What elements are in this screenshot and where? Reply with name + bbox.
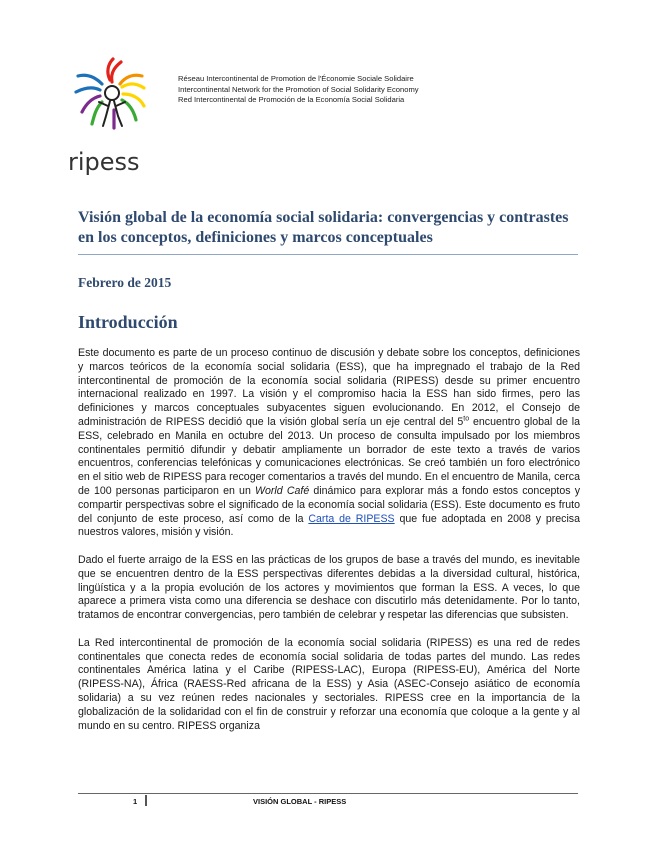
p1-text-c: dinámico para explorar más a fondo estos conceptos y compartir perspectivas sobre el significado de la economía social solidaria (ESS). Este documento es fruto del conjunto de este proceso, así como de la	[78, 484, 581, 525]
org-name-en: Intercontinental Network for the Promotion of Social Solidarity Economy	[178, 84, 419, 94]
p1-text-a: Este documento es parte de un proceso continuo de discusión y debate sobre los conceptos, definiciones y marcos teóricos de la economía social solidaria (ESS), que ha impregnado el trabajo de la Red intercontinental de promoción de la economía social solidaria (RIPESS) desde su primer encuentro internacional realizado en 1997. La visión y el compromiso hacia la ESS han sido firmes, pero las definiciones y marcos conceptuales subyacentes siguen evolucionando. En 2012, el Consejo de administración de RIPESS decidió que la visión global sería un eje central del 5	[78, 347, 580, 428]
carta-ripess-link[interactable]: Carta de RIPESS	[308, 512, 395, 525]
footer-separator	[145, 795, 147, 806]
document-date: Febrero de 2015	[78, 275, 172, 290]
body-text	[78, 347, 580, 747]
section-heading: Introducción	[78, 312, 178, 332]
footer-page-number: 1	[133, 797, 138, 806]
document-title: Visión global de la economía social solidaria: convergencias y contrastes en los conceptos, definiciones y marcos conceptuales	[78, 209, 569, 246]
ripess-logo	[66, 56, 162, 176]
p1-text-b: encuentro global de la ESS, celebrado en Manila en octubre del 2013. Un proceso de consulta impulsado por los miembros continentales permitió difundir y debatir ampliamente un borrador de este texto a través de varios encuentros, conferencias telefónicas y comunicaciones electrónicas. Se creó también un foro electrónico en el sitio web de RIPESS para recoger comentarios a través del mundo. En el encuentro de Manila, cerca de 100 personas participaron en un	[78, 415, 580, 497]
logo-figure-icon	[99, 86, 125, 126]
org-name-fr: Réseau Intercontinental de Promotion de l'Économie Sociale Solidaire	[178, 74, 414, 83]
footer-divider	[78, 793, 578, 794]
org-names	[178, 74, 419, 106]
logo-rays-icon	[76, 59, 144, 128]
paragraph-3: La Red intercontinental de promoción de la economía social solidaria (RIPESS) es una red de redes continentales que conecta redes de economía social solidaria de todas partes del mundo. Las redes continentales América latina y el Caribe (RIPESS-LAC), Europa (RIPESS-EU), América del Norte (RIPESS-NA), África (RAESS-Red africana de la ESS) y Asia (ASEC-Consejo asiático de economía solidaria) a su vez reúnen redes nacionales y sectoriales. RIPESS cree en la importancia de la globalización de la solidaridad con el fin de construir y reforzar una economía que coloque a la gente y al mundo en su centro. RIPESS organiza	[78, 636, 580, 732]
title-divider	[78, 254, 578, 255]
p1-text-d: que fue adoptada en 2008 y precisa nuestros valores, misión y visión.	[78, 512, 580, 539]
org-name-es: Red Intercontinental de Promoción de la Economía Social Solidaria	[178, 95, 405, 105]
footer-running-title: VISIÓN GLOBAL - RIPESS	[253, 797, 347, 806]
paragraph-2: Dado el fuerte arraigo de la ESS en las prácticas de los grupos de base a través del mundo, es inevitable que se encuentren dentro de la ESS perspectivas diferentes debidas a la diversidad cultural, histórica, lingüística y a la propia evolución de los actores y movimientos que forman la ESS. A veces, lo que aparece a primera vista como una diferencia se deshace con discutirlo más detenidamente. Por lo tanto, tratamos de encontrar convergencias, pero también de celebrar y respetar las diferencias que subsisten.	[78, 553, 580, 622]
paragraph-1	[78, 347, 580, 540]
p1-italic: World Café	[255, 484, 310, 497]
logo-text: ripess	[68, 148, 140, 176]
p1-superscript: to	[463, 415, 470, 423]
